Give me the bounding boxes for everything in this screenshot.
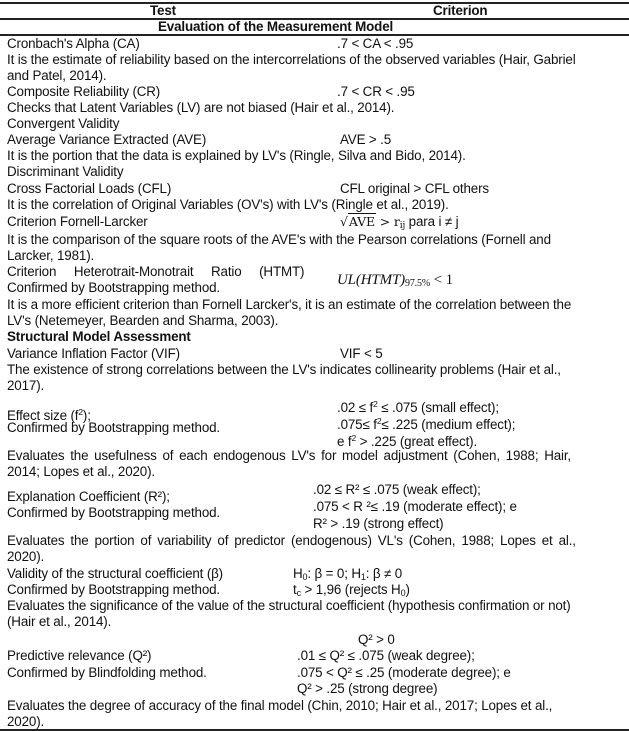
row-f2-desc: Evaluates the usefulness of each endogenous LV's for model adjustment (Cohen, 1988; Hair,: [7, 448, 571, 463]
row-ca-desc: It is the estimate of reliability based on the intercorrelations of the observed variables (Hair, Gabriel: [7, 52, 576, 67]
row-cfl-desc: It is the correlation of Original Variables (OV's) with LV's (Ringle et al., 2019).: [7, 197, 449, 212]
section-structural: Structural Model Assessment: [7, 329, 191, 344]
row-f2-criterion-3: e $f^2 > .225$ (great effect).: [337, 433, 478, 449]
row-r2-desc-2: 2020).: [7, 549, 45, 564]
top-rule: [0, 2, 629, 4]
header-test: Test: [150, 3, 176, 18]
row-fornell-desc: It is the comparison of the square roots of the AVE's with the Pearson correlations (Fornell and: [7, 232, 551, 247]
bottom-rule: [0, 729, 629, 731]
row-f2-test: Effect size $(f^2)$;: [7, 407, 91, 423]
row-ave-test: Average Variance Extracted (AVE): [7, 132, 207, 147]
row-q2-criterion-3: Q² > .25 (strong degree): [297, 681, 438, 696]
row-vif-desc-2: 2017).: [7, 378, 45, 393]
row-r2-test-2: Confirmed by Bootstrapping method.: [7, 505, 220, 520]
row-q2-criterion-0: Q² > 0: [358, 632, 395, 647]
row-beta-desc: Evaluates the significance of the value of the structural coefficient (hypothesis confirmation or not): [7, 598, 571, 613]
row-ave-desc: It is the portion that the data is explained by LV's (Ringle, Silva and Bido, 2014).: [7, 148, 466, 163]
row-ca-criterion: .7 < CA < .95: [337, 36, 414, 51]
row-fornell-desc-2: Larcker, 1981).: [7, 248, 95, 263]
row-vif-desc: The existence of strong correlations between the LV's indicates collinearity problems (Hair et al.,: [7, 362, 561, 377]
row-htmt-criterion: $UL(HTMT)_{97.5\%} < 1$: [337, 272, 453, 289]
row-r2-desc: Evaluates the portion of variability of predictor (endogenous) VL's (Cohen, 1988; Lopes et al.,: [7, 533, 576, 548]
row-f2-criterion-2: $.075\le f^2\le .225$ (medium effect);: [337, 416, 516, 432]
subsection-convergent: Convergent Validity: [7, 116, 120, 131]
row-ca-desc-2: and Patel, 2014).: [7, 68, 107, 83]
row-f2-test-2: Confirmed by Bootstrapping method.: [7, 420, 220, 435]
subsection-discriminant: Discriminant Validity: [7, 164, 124, 179]
row-htmt-test: Criterion Heterotrait-Monotrait Ratio (HTMT): [7, 264, 305, 279]
row-htmt-desc-2: LV's (Netemeyer, Bearden and Sharma, 2003).: [7, 313, 279, 328]
row-cfl-criterion: CFL original > CFL others: [340, 181, 489, 196]
row-fornell-criterion: $√AVE > r_{ij}$ para i ≠ j: [340, 214, 459, 231]
row-vif-test: Variance Inflation Factor (VIF): [7, 346, 180, 361]
row-htmt-test-2: Confirmed by Bootstrapping method.: [7, 280, 220, 295]
row-cr-desc: Checks that Latent Variables (LV) are not biased (Hair et al., 2014).: [7, 100, 395, 115]
row-f2-criterion-1: $.02 \le f^2 \le .075$ (small effect);: [337, 399, 499, 415]
row-q2-desc-2: 2020).: [7, 714, 45, 729]
row-q2-desc: Evaluates the degree of accuracy of the final model (Chin, 2010; Hair et al., 2017; Lopes et al.,: [7, 698, 553, 713]
row-beta-criterion-2: $t_c > 1,96$ (rejects $H_0$): [293, 582, 410, 598]
row-beta-desc-2: (Hair et al., 2014).: [7, 614, 112, 629]
row-r2-criterion-3: R² > .19 (strong effect): [313, 516, 444, 531]
row-ca-test: Cronbach's Alpha (CA): [7, 36, 140, 51]
row-cr-test: Composite Reliability (CR): [7, 84, 161, 99]
row-f2-desc-2: 2014; Lopes et al., 2020).: [7, 464, 155, 479]
row-r2-criterion-1: .02 ≤ R² ≤ .075 (weak effect);: [313, 482, 481, 497]
row-vif-criterion: VIF < 5: [340, 346, 383, 361]
row-q2-criterion-1: .01 ≤ Q² ≤ .075 (weak degree);: [297, 648, 475, 663]
row-cr-criterion: .7 < CR < .95: [337, 84, 415, 99]
row-htmt-desc: It is a more efficient criterion than Fornell Larcker's, it is an estimate of the correlation between the: [7, 297, 572, 312]
row-fornell-test: Criterion Fornell-Larcker: [7, 214, 148, 229]
row-beta-test-2: Confirmed by Bootstrapping method.: [7, 582, 220, 597]
row-q2-criterion-2: .075 < Q² ≤ .25 (moderate degree); e: [297, 665, 511, 680]
row-ave-criterion: AVE > .5: [340, 132, 392, 147]
section-measurement: Evaluation of the Measurement Model: [158, 19, 394, 34]
row-r2-criterion-2: .075 < R ²≤ .19 (moderate effect); e: [313, 499, 517, 514]
row-q2-test: Predictive relevance (Q²): [7, 648, 152, 663]
row-beta-test: Validity of the structural coefficient (β): [7, 566, 223, 581]
header-criterion: Criterion: [433, 3, 488, 18]
row-q2-test-2: Confirmed by Blindfolding method.: [7, 665, 207, 680]
row-beta-criterion-1: $H_0$: β = 0; $H_1$: β ≠ 0: [293, 566, 403, 582]
row-r2-test: Explanation Coefficient (R²);: [7, 489, 170, 504]
row-cfl-test: Cross Factorial Loads (CFL): [7, 181, 172, 196]
